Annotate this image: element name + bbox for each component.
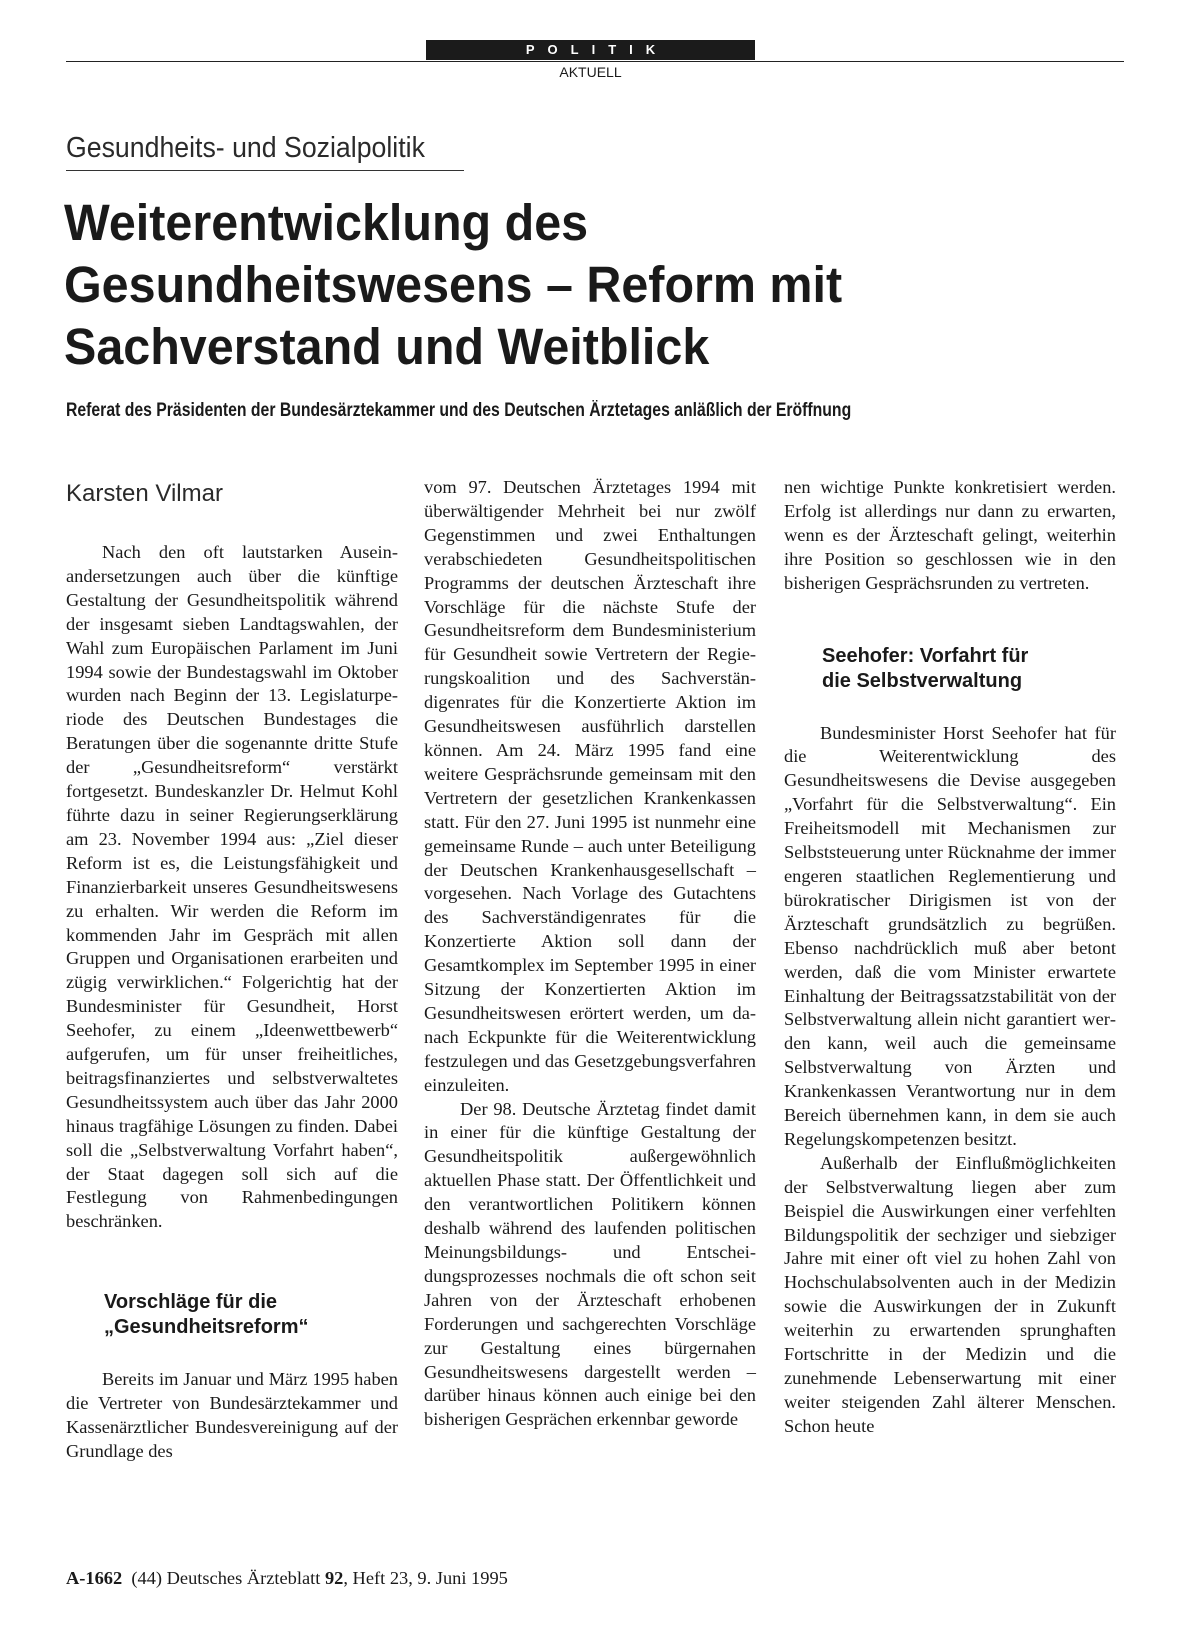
page-footer: [66, 1568, 508, 1589]
headline-line: Gesundheitswesens – Reform mit: [64, 256, 843, 313]
paragraph: Bundesminister Horst Seehofer hat für die Weiterentwicklung des Gesundheitswesens die Devise ausgegeben „Vorfahrt für die Selbstverwaltung“. Ein Freiheitsmodell mit Mechanismen zur Selbststeuerung unter Rücknahme der immer engeren staatlichen Reglementierung und bürokratischer Dirigismen ist von der Ärzteschaft grundsätzlich zu begrüßen. Ebenso nachdrücklich muß aber betont werden, daß die vom Minister erwartete Einhaltung der Beitragssatzstabilität von der Selbstverwaltung allein nicht garantiert werden kann, weil auch die gemeinsame Selbstverwaltung von Ärzten und Krankenkassen Verantwortung nur in dem Bereich übernehmen kann, in dem sie auch Regelungskompetenzen besitzt.: [784, 722, 1116, 1149]
section-heading-line: „Gesundheitsreform“: [104, 1316, 309, 1339]
section-heading-line: Seehofer: Vorfahrt für: [822, 644, 1029, 667]
section-heading-line: die Selbstverwaltung: [822, 669, 1023, 692]
journal-volume: 92: [324, 1568, 344, 1588]
paragraph: vom 97. Deutschen Ärztetages 1994 mit überwältigender Mehrheit bei nur zwölf Gegenstimmen und zwei Enthaltungen verabschiedeten Gesundheitspolitischen Programms der deutschen Ärzteschaft ihre Vorschläge für die nächste Stufe der Gesundheitsreform dem Bundesministerium für Gesundheit sowie Vertretern der Regierungskoalition und des Sachverständigenrates für die Konzertierte Aktion im Gesundheitswesen ausführlich darstellen können. Am 24. März 1995 fand eine weitere Gesprächsrunde gemeinsam mit den Vertretern der gesetzlichen Krankenkassen statt. Für den 27. Juni 1995 ist nunmehr eine gemeinsame Runde – auch unter Beteiligung der Deutschen Krankenhausgesellschaft – vorgesehen. Nach Vorlage des Gutachtens des Sachverständigenrates für die Konzertierte Aktion soll dann der Gesamtkomplex im September 1995 in einer Sitzung der Konzertierten Aktion im Gesundheitswesen erörtert werden, um danach Eckpunkte für die Weiterentwicklung festzulegen und das Gesetzgebungsverfahren einzuleiten.: [424, 477, 756, 1095]
article-kicker: Gesundheits- und Sozialpolitik: [66, 132, 425, 164]
section-heading-line: Vorschläge für die: [104, 1291, 278, 1314]
section-label: POLITIK: [426, 40, 755, 60]
section-heading: [822, 644, 1116, 694]
paragraph: Der 98. Deutsche Ärztetag findet damit in einer für die künftige Gestaltung der Gesundheitspolitik außergewöhnlich aktuellen Phase statt. Der Öffentlichkeit und den verantwortlichen Politikern können deshalb während des laufenden politischen Meinungsbildungs- und Entscheidungsprozesses nochmals die oft schon seit Jahren von der Ärzteschaft erhobenen Forderungen und sachgerechten Vorschläge zur Gestaltung eines bürgernahen Gesundheitswesens dargestellt werden – darüber hinaus können auch einige bei den bisherigen Gesprächen erkennbar geworde: [424, 1098, 756, 1430]
paragraph: nen wichtige Punkte konkretisiert werden. Erfolg ist allerdings nur dann zu erwarten, wenn es der Ärzteschaft gelingt, weiterhin ihre Position so geschlossen wie in den bisherigen Gesprächsrunden zu vertreten.: [784, 477, 1116, 593]
page-code: A-1662: [66, 1568, 123, 1588]
headline-line: Weiterentwicklung des: [64, 194, 589, 251]
paragraph: Außerhalb der Einflußmöglichkeiten der Selbstverwaltung liegen aber zum Beispiel die Auswirkungen einer verfehlten Bildungspolitik der sechziger und siebziger Jahre mit einer oft viel zu hohen Zahl von Hochschulabsolventen auch in der Medizin sowie die Auswirkungen der in Zukunft weiterhin zu erwartenden sprunghaften Fortschritte in der Medizin und die zunehmende Lebenserwartung mit einer weiter steigenden Zahl älterer Menschen. Schon heute: [784, 1152, 1116, 1436]
kicker-underline: [66, 170, 464, 171]
header-rule: [66, 61, 1124, 62]
journal-name: Deutsches Ärzteblatt: [166, 1568, 321, 1588]
headline-line: Sachverstand und Weitblick: [64, 318, 710, 375]
article-subheadline: Referat des Präsidenten der Bundesärztekammer und des Deutschen Ärztetages anläßlich der Eröffnung: [66, 400, 852, 421]
text-column-1: [66, 541, 398, 1464]
article-headline: [64, 192, 1071, 378]
paragraph: Bereits im Januar und März 1995 haben die Vertreter von Bundesärztekammer und Kassenärztlicher Bundesvereinigung auf der Grundlage des: [66, 1369, 398, 1461]
subsection-label: AKTUELL: [559, 64, 622, 80]
article-author: Karsten Vilmar: [66, 480, 223, 507]
page-number: (44): [131, 1568, 163, 1588]
text-column-3: [784, 476, 1116, 1439]
paragraph: Nach den oft lautstarken Auseinandersetzungen auch über die künftige Gestaltung der Gesundheitspolitik während der insgesamt sieben Landtagswahlen, der Wahl zum Europäischen Parlament im Juni 1994 sowie der Bundestagswahl im Oktober wurden nach Beginn der 13. Legislaturperiode des Deutschen Bundestages die Beratungen über die sogenannte dritte Stufe der „Gesundheitsreform“ verstärkt fortgesetzt. Bundeskanzler Dr. Helmut Kohl führte dazu in seiner Regierungserklärung am 23. November 1994 aus: „Ziel dieser Reform ist es, die Leistungsfähigkeit und Finanzierbarkeit unseres Gesundheitswesens zu erhalten. Wir werden die Reform im kommenden Jahr im Gespräch mit allen Gruppen und Organisationen erarbeiten und zügig verwirklichen.“ Folgerichtig hat der Bundesminister für Gesundheit, Horst Seehofer, zu einem „Ideenwettbewerb“ aufgerufen, um für unser freiheitliches, beitragsfinanziertes und selbstverwaltetes Gesundheitssystem auch über das Jahr 2000 hinaus tragfähige Lösungen zu finden. Dabei soll die „Selbstverwaltung Vorfahrt haben“, der Staat dagegen soll sich auf die Festlegung von Rahmenbedingungen beschränken.: [66, 542, 398, 1232]
text-column-2: [424, 476, 756, 1432]
section-heading: [104, 1290, 398, 1340]
issue-date: , Heft 23, 9. Juni 1995: [343, 1568, 508, 1588]
